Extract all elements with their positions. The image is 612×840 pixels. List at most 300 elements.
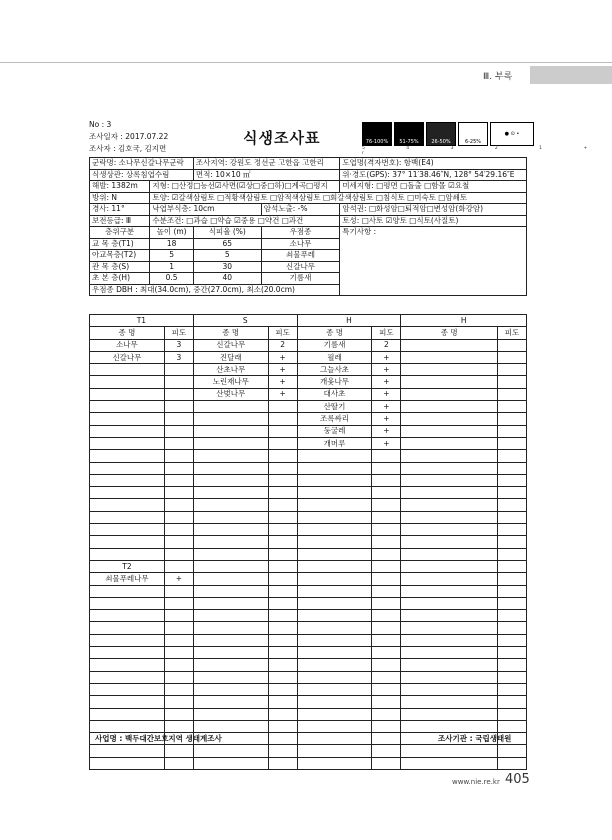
species-cover — [372, 745, 401, 757]
species-cover — [164, 683, 193, 695]
table-row — [90, 757, 527, 769]
table-row — [90, 364, 527, 376]
species-cover — [498, 573, 527, 585]
species-cover — [372, 548, 401, 560]
species-name: 개옻나무 — [297, 376, 372, 388]
species-cover: + — [372, 376, 401, 388]
species-cover: + — [372, 425, 401, 437]
species-name: 산벚나무 — [193, 388, 268, 400]
species-cover — [268, 696, 297, 708]
species-cover — [372, 659, 401, 671]
species-cover: + — [372, 437, 401, 449]
species-name — [90, 388, 165, 400]
species-name — [90, 487, 165, 499]
soil-texture: 토성: □사토 ☑양토 □식토(사질토) — [340, 215, 527, 227]
species-name — [401, 560, 498, 572]
species-cover — [164, 745, 193, 757]
species-name: 노린재나무 — [193, 376, 268, 388]
layer-dominant: 기름새 — [261, 273, 340, 285]
species-cover — [164, 610, 193, 622]
species-cover — [498, 511, 527, 523]
species-name — [401, 647, 498, 659]
table-row — [90, 339, 527, 351]
site-info-table — [89, 157, 527, 296]
species-cover — [268, 622, 297, 634]
species-name — [193, 573, 268, 585]
species-name — [90, 376, 165, 388]
species-name — [401, 364, 498, 376]
table-row — [90, 671, 527, 683]
aspect: 방위: N — [90, 192, 150, 204]
species-name — [193, 683, 268, 695]
table-row — [90, 450, 527, 462]
species-name — [297, 683, 372, 695]
rock-type: 암석권: □화성암□퇴적암□변성암(화강암) — [340, 204, 527, 216]
species-name — [193, 474, 268, 486]
species-cover — [498, 671, 527, 683]
species-cover — [164, 450, 193, 462]
section-header-h: H — [297, 315, 401, 327]
species-cover — [498, 560, 527, 572]
species-name — [401, 696, 498, 708]
species-cover — [268, 474, 297, 486]
species-name — [297, 622, 372, 634]
section-header-s: S — [193, 315, 297, 327]
species-name — [193, 499, 268, 511]
species-name — [297, 708, 372, 720]
species-name — [401, 339, 498, 351]
species-name — [193, 671, 268, 683]
species-name — [401, 474, 498, 486]
species-cover — [498, 524, 527, 536]
species-name — [401, 671, 498, 683]
plot-area: 면적: 10×10 ㎡ — [193, 169, 339, 181]
col-species: 종 명 — [90, 327, 165, 339]
species-name — [401, 634, 498, 646]
species-name — [90, 499, 165, 511]
species-cover — [498, 364, 527, 376]
table-row — [90, 708, 527, 720]
layer-cover: 5 — [193, 250, 261, 262]
layer-name: 아교목층(T2) — [90, 250, 150, 262]
species-cover — [164, 376, 193, 388]
species-cover: 2 — [372, 339, 401, 351]
species-cover — [372, 462, 401, 474]
species-name — [90, 622, 165, 634]
species-cover: 3 — [164, 339, 193, 351]
species-cover — [268, 413, 297, 425]
species-cover — [498, 487, 527, 499]
species-name — [193, 585, 268, 597]
species-cover — [498, 437, 527, 449]
species-cover — [372, 634, 401, 646]
species-cover — [268, 585, 297, 597]
section-header-t1: T1 — [90, 315, 194, 327]
legend-scale: 5 4 3 2 1 + r — [362, 146, 608, 156]
species-cover — [372, 683, 401, 695]
species-name — [297, 536, 372, 548]
table-row — [90, 536, 527, 548]
species-name: 대사초 — [297, 388, 372, 400]
species-cover: + — [268, 376, 297, 388]
species-name — [90, 425, 165, 437]
col-cover: 피도 — [498, 327, 527, 339]
species-cover — [164, 413, 193, 425]
species-cover — [268, 597, 297, 609]
species-name — [90, 536, 165, 548]
species-cover: + — [372, 388, 401, 400]
record-number: No : 3 — [89, 120, 112, 129]
species-name — [401, 425, 498, 437]
species-name — [401, 536, 498, 548]
species-cover — [268, 524, 297, 536]
species-name: 개머루 — [297, 437, 372, 449]
species-cover — [164, 548, 193, 560]
species-name — [193, 511, 268, 523]
table-row — [90, 499, 527, 511]
table-row — [90, 376, 527, 388]
col-species: 종 명 — [297, 327, 372, 339]
section-header-h2: H — [401, 315, 527, 327]
species-name — [90, 634, 165, 646]
species-name — [401, 437, 498, 449]
species-cover — [498, 622, 527, 634]
species-cover — [498, 659, 527, 671]
species-cover — [164, 487, 193, 499]
survey-area: 조사지역: 강원도 정선군 고한읍 고한리 — [193, 158, 339, 170]
species-name — [193, 597, 268, 609]
species-cover — [372, 733, 401, 745]
species-cover — [164, 474, 193, 486]
species-cover — [372, 450, 401, 462]
dominant-dbh: 우점종 DBH : 최대(34.0cm), 중간(27.0cm), 최소(20.0cm) — [90, 284, 340, 296]
species-name: 조록싸리 — [297, 413, 372, 425]
species-cover — [372, 511, 401, 523]
species-cover: + — [268, 388, 297, 400]
species-cover — [372, 647, 401, 659]
species-cover — [164, 659, 193, 671]
species-cover — [372, 696, 401, 708]
species-cover — [498, 401, 527, 413]
species-name — [297, 560, 372, 572]
species-name — [297, 696, 372, 708]
species-name — [193, 647, 268, 659]
species-cover — [498, 720, 527, 732]
species-cover: + — [268, 351, 297, 363]
table-row — [90, 745, 527, 757]
species-name: 산딸기 — [297, 401, 372, 413]
species-name — [297, 733, 372, 745]
species-name — [90, 683, 165, 695]
layer-name: 초 본 층(H) — [90, 273, 150, 285]
species-name — [193, 536, 268, 548]
species-name — [401, 388, 498, 400]
table-row — [90, 548, 527, 560]
table-row — [90, 622, 527, 634]
col-cover: 피도 — [164, 327, 193, 339]
species-cover — [268, 647, 297, 659]
species-name — [193, 548, 268, 560]
species-name — [401, 659, 498, 671]
layer-cover: 65 — [193, 238, 261, 250]
species-name — [297, 585, 372, 597]
legend-box: 51-75% — [394, 122, 424, 146]
site-url: www.nie.re.kr — [452, 778, 500, 786]
table-row — [90, 487, 527, 499]
table-row — [90, 634, 527, 646]
legend-box: 76-100% — [362, 122, 392, 146]
table-row — [90, 413, 527, 425]
table-row — [90, 610, 527, 622]
species-cover — [498, 696, 527, 708]
species-name — [297, 462, 372, 474]
species-cover — [268, 487, 297, 499]
species-name — [90, 597, 165, 609]
species-name — [90, 462, 165, 474]
species-name — [193, 720, 268, 732]
species-name — [297, 524, 372, 536]
species-name — [193, 450, 268, 462]
species-cover — [498, 474, 527, 486]
species-cover: + — [268, 364, 297, 376]
micro-topography: 미세지형: □평면 □돌출 □함몰 ☑요철 — [340, 181, 527, 193]
species-name: 소나무 — [90, 339, 165, 351]
table-row — [90, 585, 527, 597]
layer-header: 층위구분 — [90, 227, 150, 239]
col-species: 종 명 — [401, 327, 498, 339]
species-cover — [164, 536, 193, 548]
legend-box: 26-50% — [426, 122, 456, 146]
species-name — [401, 708, 498, 720]
species-name — [401, 499, 498, 511]
species-cover — [498, 757, 527, 769]
soil-type: 토양: ☑갈색삼림토 □적황색삼림토 □암적색삼림토 □회갈색삼림토 □침식토 □미숙토 □암쇄토 — [150, 192, 527, 204]
species-cover — [498, 462, 527, 474]
species-name — [193, 462, 268, 474]
species-name — [297, 634, 372, 646]
species-cover — [164, 425, 193, 437]
layer-height: 5 — [150, 250, 194, 262]
species-cover — [164, 462, 193, 474]
species-name — [297, 573, 372, 585]
species-cover — [268, 548, 297, 560]
species-name — [401, 610, 498, 622]
species-name — [401, 487, 498, 499]
species-name — [90, 720, 165, 732]
species-name — [90, 585, 165, 597]
species-cover — [498, 548, 527, 560]
col-species: 종 명 — [193, 327, 268, 339]
species-cover — [498, 376, 527, 388]
species-cover: 2 — [268, 339, 297, 351]
species-cover — [164, 622, 193, 634]
survey-date: 조사일자 : 2017.07.22 — [89, 132, 169, 141]
survey-agency: 조사기관 : 국립생태원 — [438, 734, 512, 743]
species-cover — [498, 450, 527, 462]
project-name: 사업명 : 백두대간보호지역 생태계조사 — [95, 734, 222, 743]
species-cover — [164, 364, 193, 376]
legend-symbols: ● ⊙ • — [490, 122, 534, 146]
species-name — [401, 450, 498, 462]
moisture-condition: 수분조건: □과습 □약습 ☑중용 □약건 □과건 — [150, 215, 340, 227]
species-name: 쇠물푸레나무 — [90, 573, 165, 585]
species-name — [90, 548, 165, 560]
layer-header: 우점종 — [261, 227, 340, 239]
species-cover — [372, 524, 401, 536]
species-name — [90, 437, 165, 449]
surveyor: 조사자 : 김호국, 김지면 — [89, 144, 167, 153]
species-cover — [498, 351, 527, 363]
species-cover — [164, 708, 193, 720]
table-row — [90, 388, 527, 400]
table-row — [90, 511, 527, 523]
layer-height: 1 — [150, 261, 194, 273]
table-row — [90, 720, 527, 732]
species-cover — [164, 634, 193, 646]
species-name — [401, 745, 498, 757]
chapter-tab — [530, 66, 612, 84]
layer-cover: 40 — [193, 273, 261, 285]
species-name — [297, 474, 372, 486]
species-name — [90, 401, 165, 413]
species-cover — [268, 671, 297, 683]
community-name: 군락명: 소나무신갈나무군락 — [90, 158, 194, 170]
table-row — [90, 524, 527, 536]
map-name: 도엽명(격자번호): 함백(E4) — [340, 158, 527, 170]
layer-dominant: 소나무 — [261, 238, 340, 250]
litter-layer: 낙엽부식층: 10cm — [150, 204, 261, 216]
species-cover — [372, 720, 401, 732]
species-cover — [164, 388, 193, 400]
table-row — [90, 560, 527, 572]
species-name: 산초나무 — [193, 364, 268, 376]
species-name — [401, 597, 498, 609]
species-name: 기름새 — [297, 339, 372, 351]
species-cover — [268, 401, 297, 413]
species-name — [193, 622, 268, 634]
species-cover — [164, 524, 193, 536]
species-name — [193, 757, 268, 769]
species-cover — [372, 536, 401, 548]
species-name — [401, 524, 498, 536]
elevation: 해발: 1382m — [90, 181, 150, 193]
species-cover — [268, 733, 297, 745]
species-cover — [268, 745, 297, 757]
species-name — [401, 683, 498, 695]
species-cover — [268, 462, 297, 474]
species-cover — [498, 634, 527, 646]
layer-cover: 30 — [193, 261, 261, 273]
table-row — [90, 696, 527, 708]
species-name — [90, 450, 165, 462]
species-cover: + — [372, 364, 401, 376]
species-cover — [372, 585, 401, 597]
species-cover — [164, 696, 193, 708]
species-cover — [268, 634, 297, 646]
species-name — [401, 462, 498, 474]
species-cover — [498, 413, 527, 425]
species-cover: + — [164, 573, 193, 585]
legend-box: 6-25% — [458, 122, 488, 146]
species-cover — [268, 659, 297, 671]
species-name — [193, 708, 268, 720]
topography: 지형: □산정□능선☑사면(☑상□중□하)□계곡□평지 — [150, 181, 340, 193]
species-name — [90, 474, 165, 486]
rock-exposure: 암석노출: -% — [261, 204, 340, 216]
species-cover — [372, 622, 401, 634]
species-cover — [268, 708, 297, 720]
table-row — [90, 425, 527, 437]
table-row — [90, 647, 527, 659]
species-name — [90, 610, 165, 622]
species-name — [297, 597, 372, 609]
table-row — [90, 351, 527, 363]
species-name — [401, 573, 498, 585]
species-name — [193, 696, 268, 708]
col-cover: 피도 — [372, 327, 401, 339]
species-cover — [268, 757, 297, 769]
species-name — [297, 499, 372, 511]
species-cover — [164, 437, 193, 449]
col-cover: 피도 — [268, 327, 297, 339]
layer-height: 18 — [150, 238, 194, 250]
table-row — [90, 597, 527, 609]
species-cover — [372, 474, 401, 486]
species-name — [90, 511, 165, 523]
species-name — [297, 511, 372, 523]
species-name — [297, 671, 372, 683]
species-cover — [498, 499, 527, 511]
species-name — [297, 450, 372, 462]
species-cover — [498, 425, 527, 437]
species-name — [90, 524, 165, 536]
species-name: 둥굴레 — [297, 425, 372, 437]
species-name — [193, 437, 268, 449]
species-name — [401, 511, 498, 523]
layer-header: 식피율 (%) — [193, 227, 261, 239]
species-name — [401, 351, 498, 363]
species-cover — [164, 585, 193, 597]
species-cover — [164, 511, 193, 523]
species-cover — [268, 560, 297, 572]
species-name: 필레 — [297, 351, 372, 363]
species-cover — [372, 573, 401, 585]
species-name: 진달래 — [193, 351, 268, 363]
special-notes: 특기사항 : — [340, 227, 527, 296]
table-row — [90, 659, 527, 671]
species-name — [193, 401, 268, 413]
conservation-grade: 보전등급: Ⅲ — [90, 215, 150, 227]
species-cover — [268, 536, 297, 548]
species-name — [401, 548, 498, 560]
species-name: 신갈나무 — [193, 339, 268, 351]
layer-height: 0.5 — [150, 273, 194, 285]
species-name — [297, 487, 372, 499]
species-cover — [498, 597, 527, 609]
species-cover — [498, 585, 527, 597]
species-cover — [372, 610, 401, 622]
species-cover — [268, 437, 297, 449]
layer-dominant: 쇠물푸레 — [261, 250, 340, 262]
species-name — [401, 622, 498, 634]
species-cover — [372, 560, 401, 572]
page-number: 405 — [505, 772, 530, 787]
species-cover — [268, 573, 297, 585]
species-cover — [164, 560, 193, 572]
species-name — [90, 671, 165, 683]
species-cover — [268, 683, 297, 695]
layer-name: 교 목 층(T1) — [90, 238, 150, 250]
